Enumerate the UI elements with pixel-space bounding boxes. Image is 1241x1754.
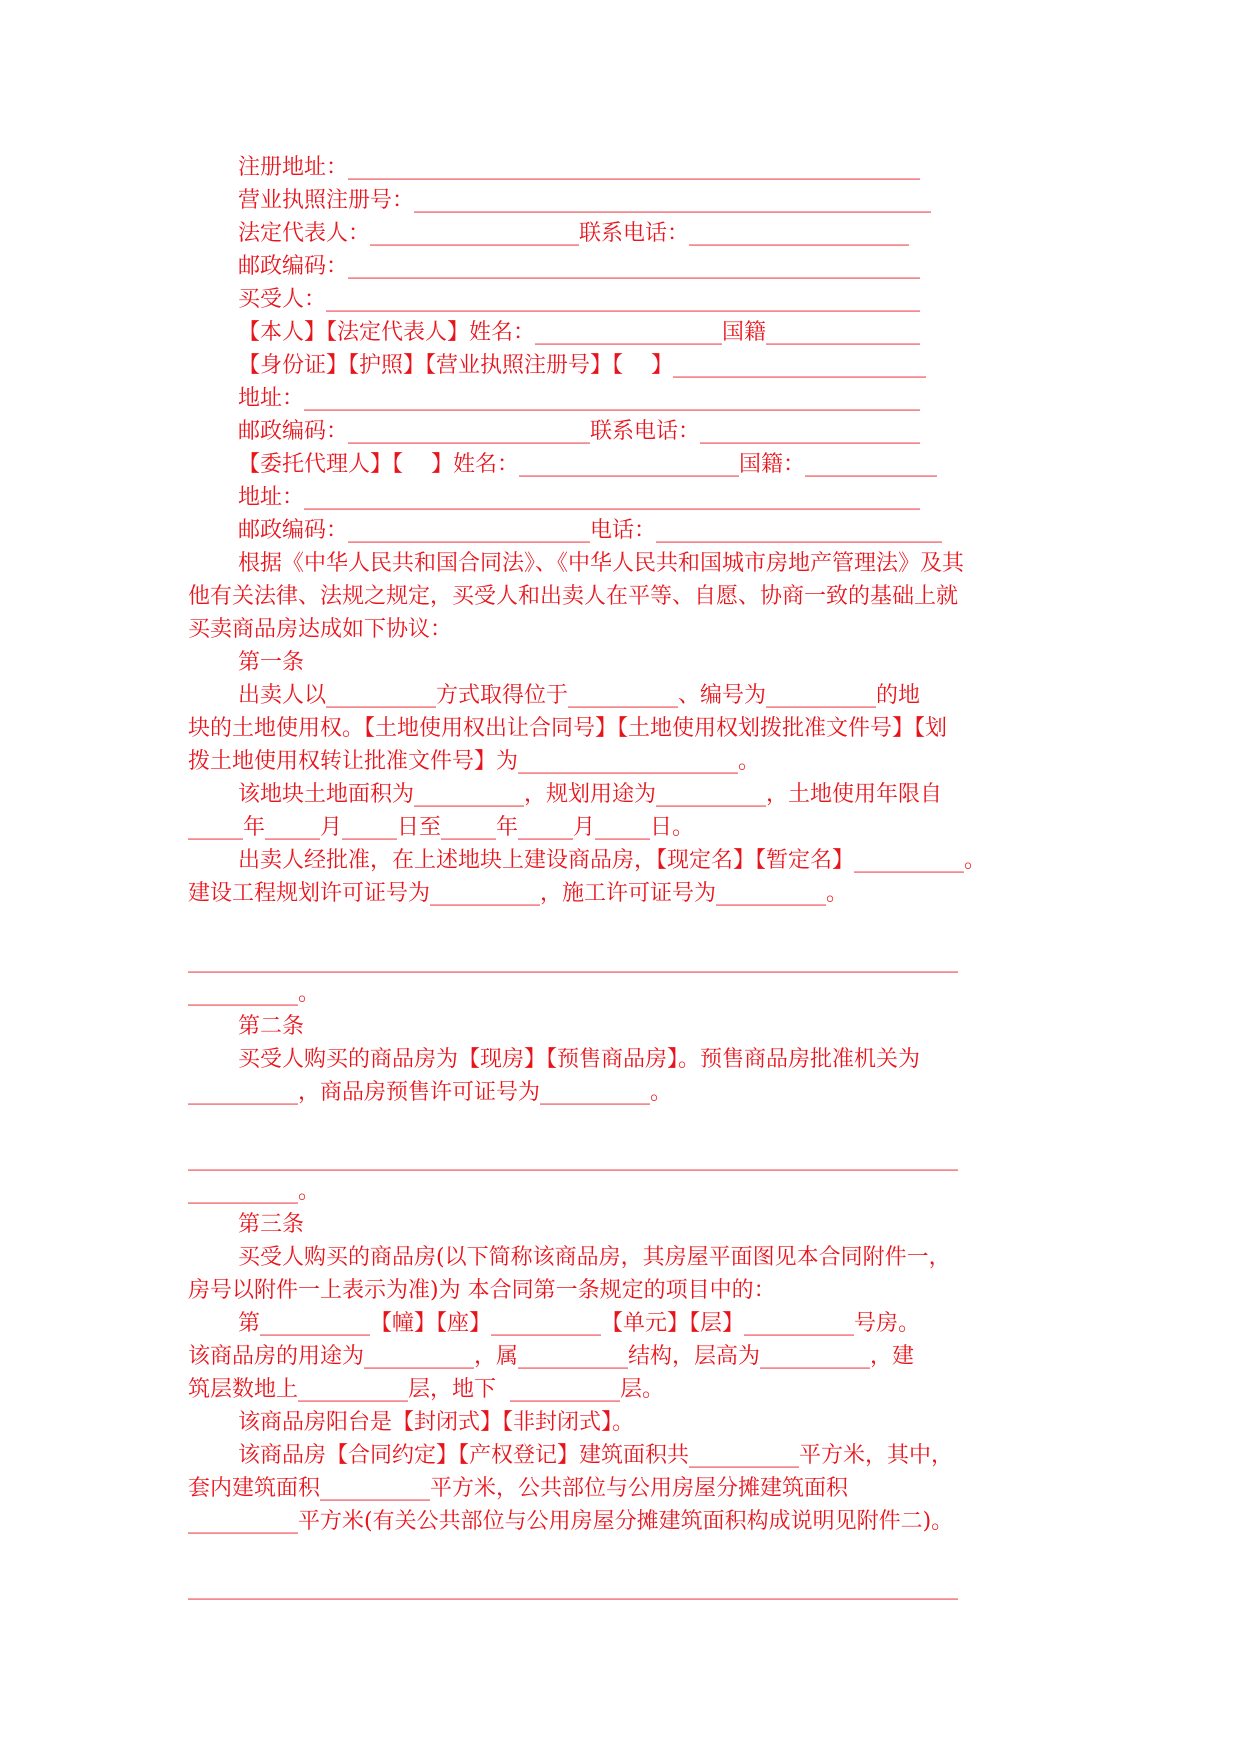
article-3-line-4: 该商品房的用途为__________，属__________结构，层高为__________，建 (188, 1344, 915, 1369)
preamble-line-1: 根据《中华人民共和国合同法》、《中华人民共和国城市房地产管理法》及其 (238, 551, 965, 576)
postal-code-line: 邮政编码：____________________________________________________ (238, 254, 921, 279)
article-1-line-4: 该地块土地面积为__________，规划用途为__________，土地使用年限自 (238, 782, 943, 807)
article-2-line-2: __________，商品房预售许可证号为__________。 (188, 1080, 673, 1105)
buyer-line: 买受人：______________________________________________________ (238, 287, 921, 312)
business-license-line: 营业执照注册号：_______________________________________________ (238, 188, 932, 213)
article-1-line-2: 块的土地使用权。【土地使用权出让合同号】【土地使用权划拨批准文件号】【划 (188, 716, 948, 741)
preamble-line-3: 买卖商品房达成如下协议： (188, 617, 453, 642)
article-3-heading: 第三条 (238, 1212, 305, 1237)
article-3-line-1: 买受人购买的商品房(以下简称该商品房，其房屋平面图见本合同附件一， (238, 1245, 951, 1270)
article-2-line-1: 买受人购买的商品房为【现房】【预售商品房】。预售商品房批准机关为 (238, 1047, 921, 1072)
article-1-line-1: 出卖人以__________方式取得位于__________、编号为__________的地 (238, 683, 921, 708)
article-1-blank-end: __________。 (188, 981, 321, 1006)
agent-postal-phone-line: 邮政编码：______________________电话：__________________________ (238, 518, 943, 543)
article-3-area-line-3: __________平方米(有关公共部位与公用房屋分摊建筑面积构成说明见附件二)。 (188, 1509, 954, 1534)
buyer-id-line: 【身份证】【护照】【营业执照注册号】【 】_______________________ (238, 353, 926, 378)
article-3-balcony-line: 该商品房阳台是【封闭式】【非封闭式】。 (238, 1410, 635, 1435)
article-3-area-line-2: 套内建筑面积__________平方米，公共部位与公用房屋分摊建筑面积 (188, 1476, 849, 1501)
article-3-blank-line: ______________________________________________________________________ (188, 1575, 958, 1600)
agent-address-line: 地址：________________________________________________________ (238, 485, 921, 510)
article-1-line-3: 拨土地使用权转让批准文件号】为____________________。 (188, 749, 761, 774)
article-3-area-line-1: 该商品房【合同约定】【产权登记】建筑面积共__________平方米，其中， (238, 1443, 954, 1468)
article-1-line-6: 出卖人经批准，在上述地块上建设商品房，【现定名】【暂定名】__________。 (238, 848, 987, 873)
article-3-line-2: 房号以附件一上表示为准)为 本合同第一条规定的项目中的： (188, 1278, 776, 1303)
article-2-heading: 第二条 (238, 1014, 305, 1039)
article-3-line-3: 第__________【幢】【座】__________【单元】【层】__________号房。 (238, 1311, 921, 1336)
article-1-blank-line: ______________________________________________________________________ (188, 948, 958, 973)
registered-address-line: 注册地址：____________________________________________________ (238, 155, 921, 180)
article-3-line-5: 筑层数地上__________层，地下 __________层。 (188, 1377, 664, 1402)
agent-name-line: 【委托代理人】【 】姓名：____________________国籍：____________ (238, 452, 937, 477)
buyer-address-line: 地址：________________________________________________________ (238, 386, 921, 411)
article-2-blank-end: __________。 (188, 1179, 321, 1204)
article-1-line-7: 建设工程规划许可证号为__________，施工许可证号为__________。 (188, 881, 849, 906)
buyer-name-line: 【本人】【法定代表人】姓名：_________________国籍______________ (238, 320, 921, 345)
article-1-heading: 第一条 (238, 650, 305, 675)
article-1-line-5: _____年_____月_____日至_____年_____月_____日。 (188, 815, 695, 840)
article-2-blank-line: ______________________________________________________________________ (188, 1146, 958, 1171)
legal-representative-line: 法定代表人：___________________联系电话：____________________ (238, 221, 910, 246)
buyer-postal-phone-line: 邮政编码：______________________联系电话：____________________ (238, 419, 921, 444)
preamble-line-2: 他有关法律、法规之规定，买受人和出卖人在平等、自愿、协商一致的基础上就 (188, 584, 959, 609)
